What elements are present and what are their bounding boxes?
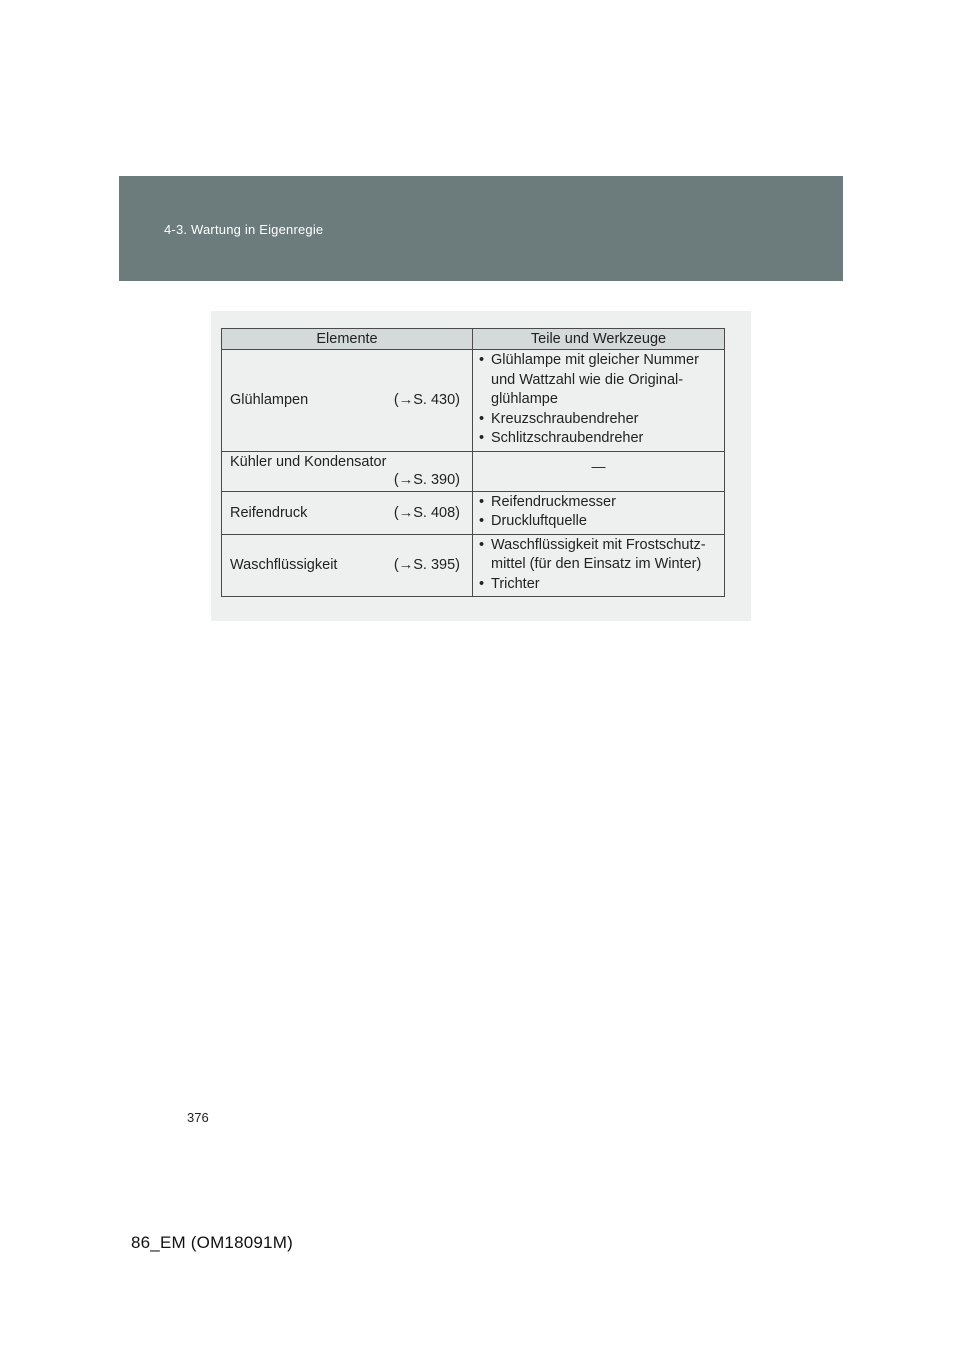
item-cell bbox=[222, 534, 473, 597]
table-row bbox=[222, 451, 725, 491]
list-item: • Glühlampe mit gleicher Nummer und Wattzahl wie die Original-glühlampe bbox=[477, 351, 718, 410]
list-item: • Trichter bbox=[477, 575, 718, 595]
table-row bbox=[222, 534, 725, 597]
parts-list bbox=[477, 536, 718, 595]
section-header-band bbox=[119, 176, 843, 281]
column-header-items: Elemente bbox=[222, 329, 473, 350]
item-cell bbox=[222, 451, 473, 491]
maintenance-table bbox=[221, 328, 725, 597]
document-code: 86_EM (OM18091M) bbox=[131, 1233, 293, 1252]
item-name: Glühlampen bbox=[230, 392, 309, 409]
item-name: Kühler und Kondensator bbox=[230, 454, 387, 470]
parts-list bbox=[477, 493, 718, 532]
maintenance-table-panel bbox=[211, 311, 751, 621]
parts-cell bbox=[473, 451, 725, 491]
item-name: Waschflüssigkeit bbox=[230, 557, 338, 574]
list-item: • Waschflüssigkeit mit Frostschutz-mittel (für den Einsatz im Winter) bbox=[477, 536, 718, 575]
item-cell bbox=[222, 491, 473, 534]
parts-cell bbox=[473, 534, 725, 597]
parts-list bbox=[477, 351, 718, 449]
table-row bbox=[222, 350, 725, 452]
no-parts-dash: — bbox=[591, 457, 606, 474]
page-number: 376 bbox=[187, 1110, 209, 1125]
page-reference: (→S. 430) bbox=[393, 392, 460, 409]
list-item: • Reifendruckmesser bbox=[477, 493, 718, 513]
column-header-parts: Teile und Werkzeuge bbox=[473, 329, 725, 350]
parts-cell bbox=[473, 491, 725, 534]
item-cell bbox=[222, 350, 473, 452]
section-title: 4-3. Wartung in Eigenregie bbox=[164, 222, 324, 237]
page-reference: (→S. 395) bbox=[393, 557, 460, 574]
list-item: • Kreuzschraubendreher bbox=[477, 410, 718, 430]
page-reference: (→S. 390) bbox=[393, 472, 460, 488]
table-header-row bbox=[222, 329, 725, 350]
list-item: • Druckluftquelle bbox=[477, 512, 718, 532]
list-item: • Schlitzschraubendreher bbox=[477, 429, 718, 449]
table-row bbox=[222, 491, 725, 534]
page-reference: (→S. 408) bbox=[393, 504, 460, 521]
item-name: Reifendruck bbox=[230, 504, 308, 521]
parts-cell bbox=[473, 350, 725, 452]
